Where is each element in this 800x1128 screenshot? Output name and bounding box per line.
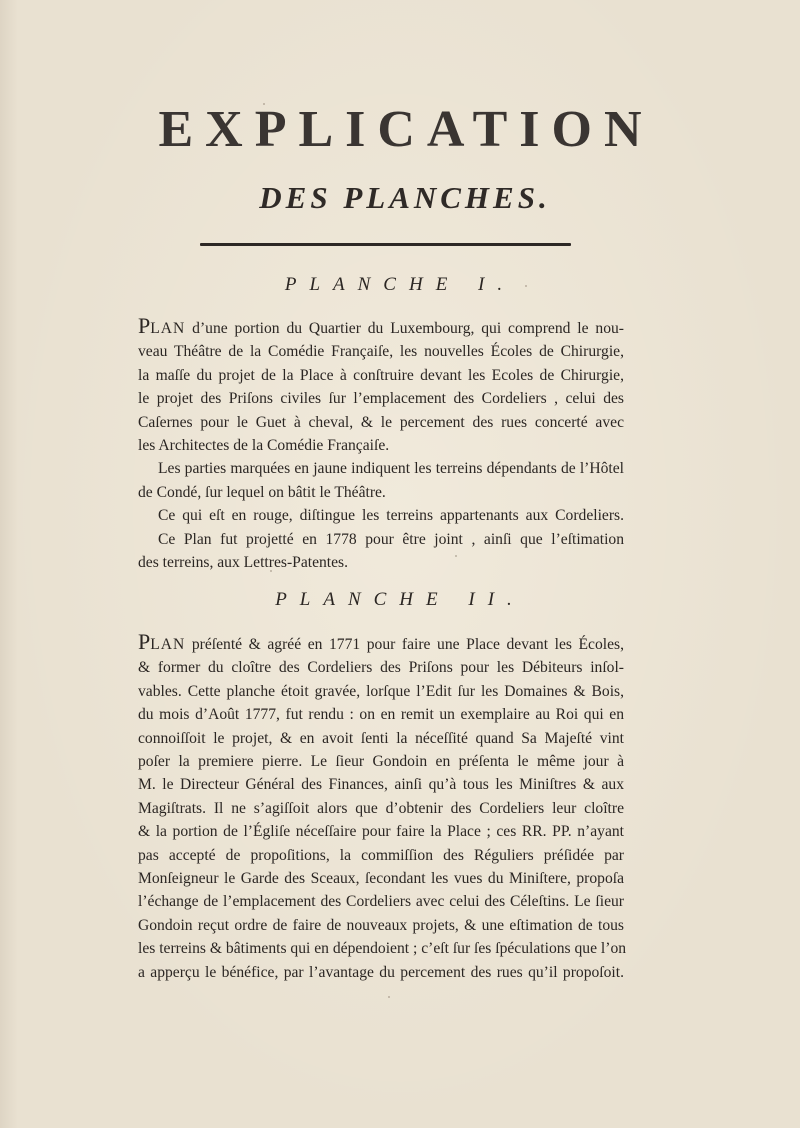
planche-2-line: l’échange de l’emplacement des Cordeliers avec celui des Céleſtins. Le ſieur: [138, 893, 624, 911]
planche-1-heading: PLANCHE I.: [284, 274, 516, 295]
planche-2-line: & former du cloître des Cordeliers des Priſons pour les Débiteurs inſol-: [138, 659, 624, 677]
small-caps-word: LAN: [150, 636, 186, 653]
planche-1-line: les Architectes de la Comédie Françaiſe.: [138, 437, 390, 455]
planche-1-line: [138, 314, 624, 340]
planche-2-line: du mois d’Août 1777, fut rendu : on en remit un exemplaire au Roi qui en: [138, 706, 624, 724]
planche-2-line: a apperçu le bénéfice, par l’avantage du percement des rues qu’il propoſoit.: [138, 963, 624, 981]
planche-2-line: [138, 630, 624, 656]
drop-initial: P: [138, 313, 151, 338]
planche-1-line: Ce qui eſt en rouge, diſtingue les terreins appartenants aux Cordeliers.: [158, 507, 624, 525]
small-caps-word: LAN: [150, 320, 186, 337]
planche-2-line: Magiſtrats. Il ne s’agiſſoit alors que d’obtenir des Cordeliers leur cloître: [138, 799, 624, 817]
line-text: d’une portion du Quartier du Luxembourg, qui comprend le nou-: [185, 320, 624, 337]
planche-2-text: [138, 629, 627, 984]
speck: [263, 103, 265, 105]
planche-1-text: [138, 314, 624, 574]
speck: [525, 285, 527, 287]
planche-1-line: Caſernes pour le Guet à cheval, & le percement des rues concerté avec: [138, 413, 624, 431]
speck: [388, 996, 390, 998]
planche-1-line: le projet des Priſons civiles ſur l’emplacement des Cordeliers , celui des: [138, 390, 624, 408]
planche-1-line: de Condé, ſur lequel on bâtit le Théâtre.: [138, 483, 386, 501]
planche-2-line: poſer la premiere pierre. Le ſieur Gondoin en préſenta le même jour à: [138, 753, 624, 771]
planche-2-line: les terreins & bâtiments qui en dépendoient ; c’eſt ſur ſes ſpéculations que l’on: [138, 940, 627, 958]
planche-2-line: connoiſſoit le projet, & en avoit ſenti la néceſſité quand Sa Majeſté vint: [138, 729, 624, 747]
planche-1-line: veau Théâtre de la Comédie Françaiſe, les nouvelles Écoles de Chirurgie,: [138, 343, 624, 361]
planche-2-line: M. le Directeur Général des Finances, ainſi qu’à tous les Miniſtres & aux: [138, 776, 624, 794]
planche-2-line: Gondoin reçut ordre de faire de nouveaux projets, & une eſtimation de tous: [138, 916, 624, 934]
planche-2-line: & la portion de l’Égliſe néceſſaire pour faire la Place ; ces RR. PP. n’ayant: [138, 823, 624, 841]
planche-1-line: Ce Plan fut projetté en 1778 pour être joint , ainſi que l’eſtimation: [158, 530, 624, 548]
planche-2-line: Monſeigneur le Garde des Sceaux, ſecondant les vues du Miniſtere, propoſa: [138, 870, 624, 888]
speck: [455, 555, 457, 557]
planche-2-heading: PLANCHE II.: [275, 589, 525, 610]
page-subtitle: DES PLANCHES.: [259, 180, 551, 215]
planche-2-line: pas accepté de propoſitions, la commiſſion des Réguliers préſidée par: [138, 846, 624, 864]
planche-1-line: Les parties marquées en jaune indiquent les terreins dépendants de l’Hôtel: [158, 460, 624, 478]
planche-1-line: des terreins, aux Lettres-Patentes.: [138, 554, 349, 572]
speck: [270, 570, 272, 572]
page-title: EXPLICATION: [158, 101, 654, 158]
planche-2-line: vables. Cette planche étoit gravée, lorſque l’Edit ſur les Domaines & Bois,: [138, 682, 624, 700]
planche-1-line: la maſſe du projet de la Place à conſtruire devant les Ecoles de Chirurgie,: [138, 366, 624, 384]
line-text: préſenté & agréé en 1771 pour faire une Place devant les Écoles,: [185, 636, 624, 653]
drop-initial: P: [138, 629, 151, 654]
title-rule: [200, 243, 571, 246]
